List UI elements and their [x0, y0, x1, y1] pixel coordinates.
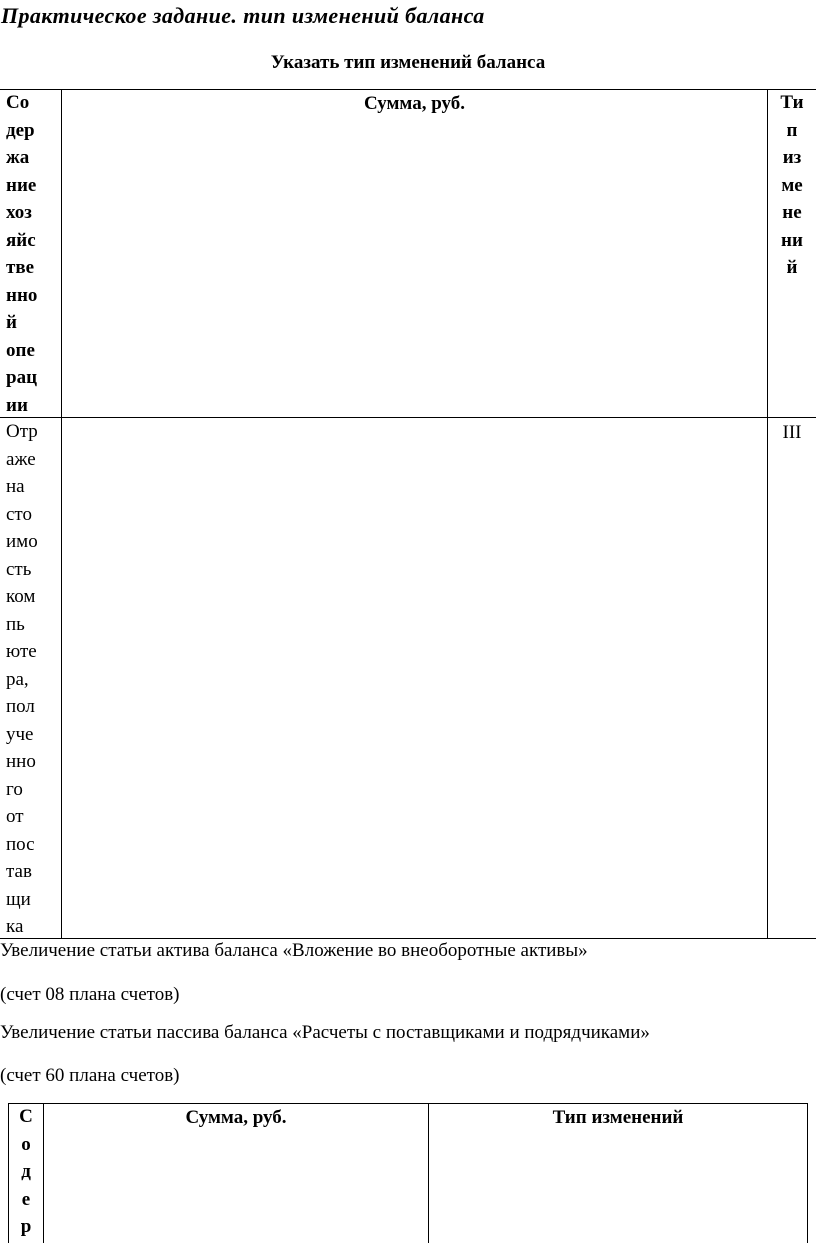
- table1-row-operation-fragment: пь: [6, 613, 25, 635]
- table1-header-operation-fragment: Со: [6, 92, 30, 113]
- table1-row-operation-fragment: юте: [6, 641, 37, 662]
- table1-row-operation-fragment: сть: [6, 558, 32, 580]
- table1-header-change-type-fragment: из: [782, 147, 802, 168]
- table1-row-operation-fragment: имо: [6, 531, 38, 552]
- table1-header-operation-fragment: ии: [6, 394, 28, 416]
- table1-header-change-type-fragment: ни: [781, 229, 803, 251]
- table1-top-border: [0, 89, 816, 90]
- table1-header-operation-fragment: ние: [6, 174, 37, 196]
- paragraph-liability-increase: Увеличение статьи пассива баланса «Расчеты с поставщиками и подрядчиками»: [0, 1022, 650, 1043]
- table1-header-change-type-fragment: не: [782, 202, 802, 223]
- table1-col-divider-1: [61, 89, 62, 939]
- table1-row-operation-fragment: тав: [6, 861, 32, 882]
- paragraph-asset-increase: Увеличение статьи актива баланса «Вложение во внеоборотные активы»: [0, 940, 588, 961]
- table1-header-operation-fragment: жа: [6, 147, 30, 168]
- table1-row-operation-fragment: нно: [6, 751, 36, 772]
- table1-header-operation-fragment: яйс: [6, 229, 36, 251]
- table-caption: Указать тип изменений баланса: [270, 52, 546, 73]
- table1-row-operation-fragment: аже: [6, 448, 36, 470]
- paragraph-account-08: (счет 08 плана счетов): [0, 984, 180, 1005]
- table2-top-border: [8, 1103, 808, 1104]
- table1-row-operation-fragment: го: [6, 778, 23, 800]
- table2-header-operation-fragment: е: [21, 1188, 31, 1210]
- table1-row-operation-fragment: ком: [6, 586, 36, 607]
- table1-header-operation-fragment: нно: [6, 284, 38, 306]
- table1-bottom-border: [0, 938, 816, 939]
- paragraph-account-60: (счет 60 плана счетов): [0, 1065, 180, 1086]
- table1-header-operation: [6, 89, 37, 419]
- table2-header-operation-fragment: р: [20, 1216, 32, 1237]
- table1-row-operation-fragment: уче: [6, 723, 34, 745]
- table2-header-operation-fragment: д: [21, 1161, 31, 1182]
- table1-row-operation-fragment: Отр: [6, 421, 38, 442]
- table2-header-operation-fragment: С: [19, 1106, 33, 1127]
- table2-header-operation: [9, 1103, 43, 1241]
- table1-header-change-type-fragment: п: [786, 119, 798, 141]
- table1-header-operation-fragment: опе: [6, 339, 35, 361]
- table1-header-operation-fragment: рац: [6, 367, 38, 388]
- document-heading: Практическое задание. тип изменений баланса: [1, 3, 485, 28]
- table1-row-operation-fragment: пос: [6, 833, 35, 855]
- table1-header-operation-fragment: тве: [6, 257, 35, 278]
- table1-row-operation-fragment: ка: [6, 916, 24, 937]
- table1-header-change-type-fragment: Ти: [780, 92, 804, 113]
- table1-header-amount: Сумма, руб.: [363, 93, 466, 114]
- table2-header-operation-fragment: о: [21, 1133, 31, 1155]
- table1-header-change-type-fragment: ме: [781, 174, 803, 196]
- table1-header-change-type: [768, 89, 816, 282]
- table1-header-operation-fragment: й: [6, 312, 17, 333]
- table1-row-operation-fragment: от: [6, 806, 24, 827]
- table1-row-operation-fragment: сто: [6, 503, 32, 525]
- table1-row-change-type: III: [782, 422, 802, 443]
- table2-right-border: [807, 1103, 808, 1243]
- table1-header-change-type-fragment: й: [786, 257, 798, 278]
- table2-header-amount: Сумма, руб.: [185, 1107, 287, 1128]
- table1-row-operation-fragment: щи: [6, 888, 31, 910]
- table1-row-operation-fragment: на: [6, 476, 25, 497]
- table1-header-operation-fragment: дер: [6, 119, 35, 141]
- table1-row-operation-fragment: пол: [6, 696, 35, 717]
- table2-header-change-type: Тип изменений: [552, 1107, 684, 1128]
- table1-row-operation-fragment: ра,: [6, 668, 29, 690]
- table1-row-operation: [6, 418, 38, 941]
- table1-row-divider: [0, 417, 816, 418]
- table1-header-operation-fragment: хоз: [6, 202, 32, 223]
